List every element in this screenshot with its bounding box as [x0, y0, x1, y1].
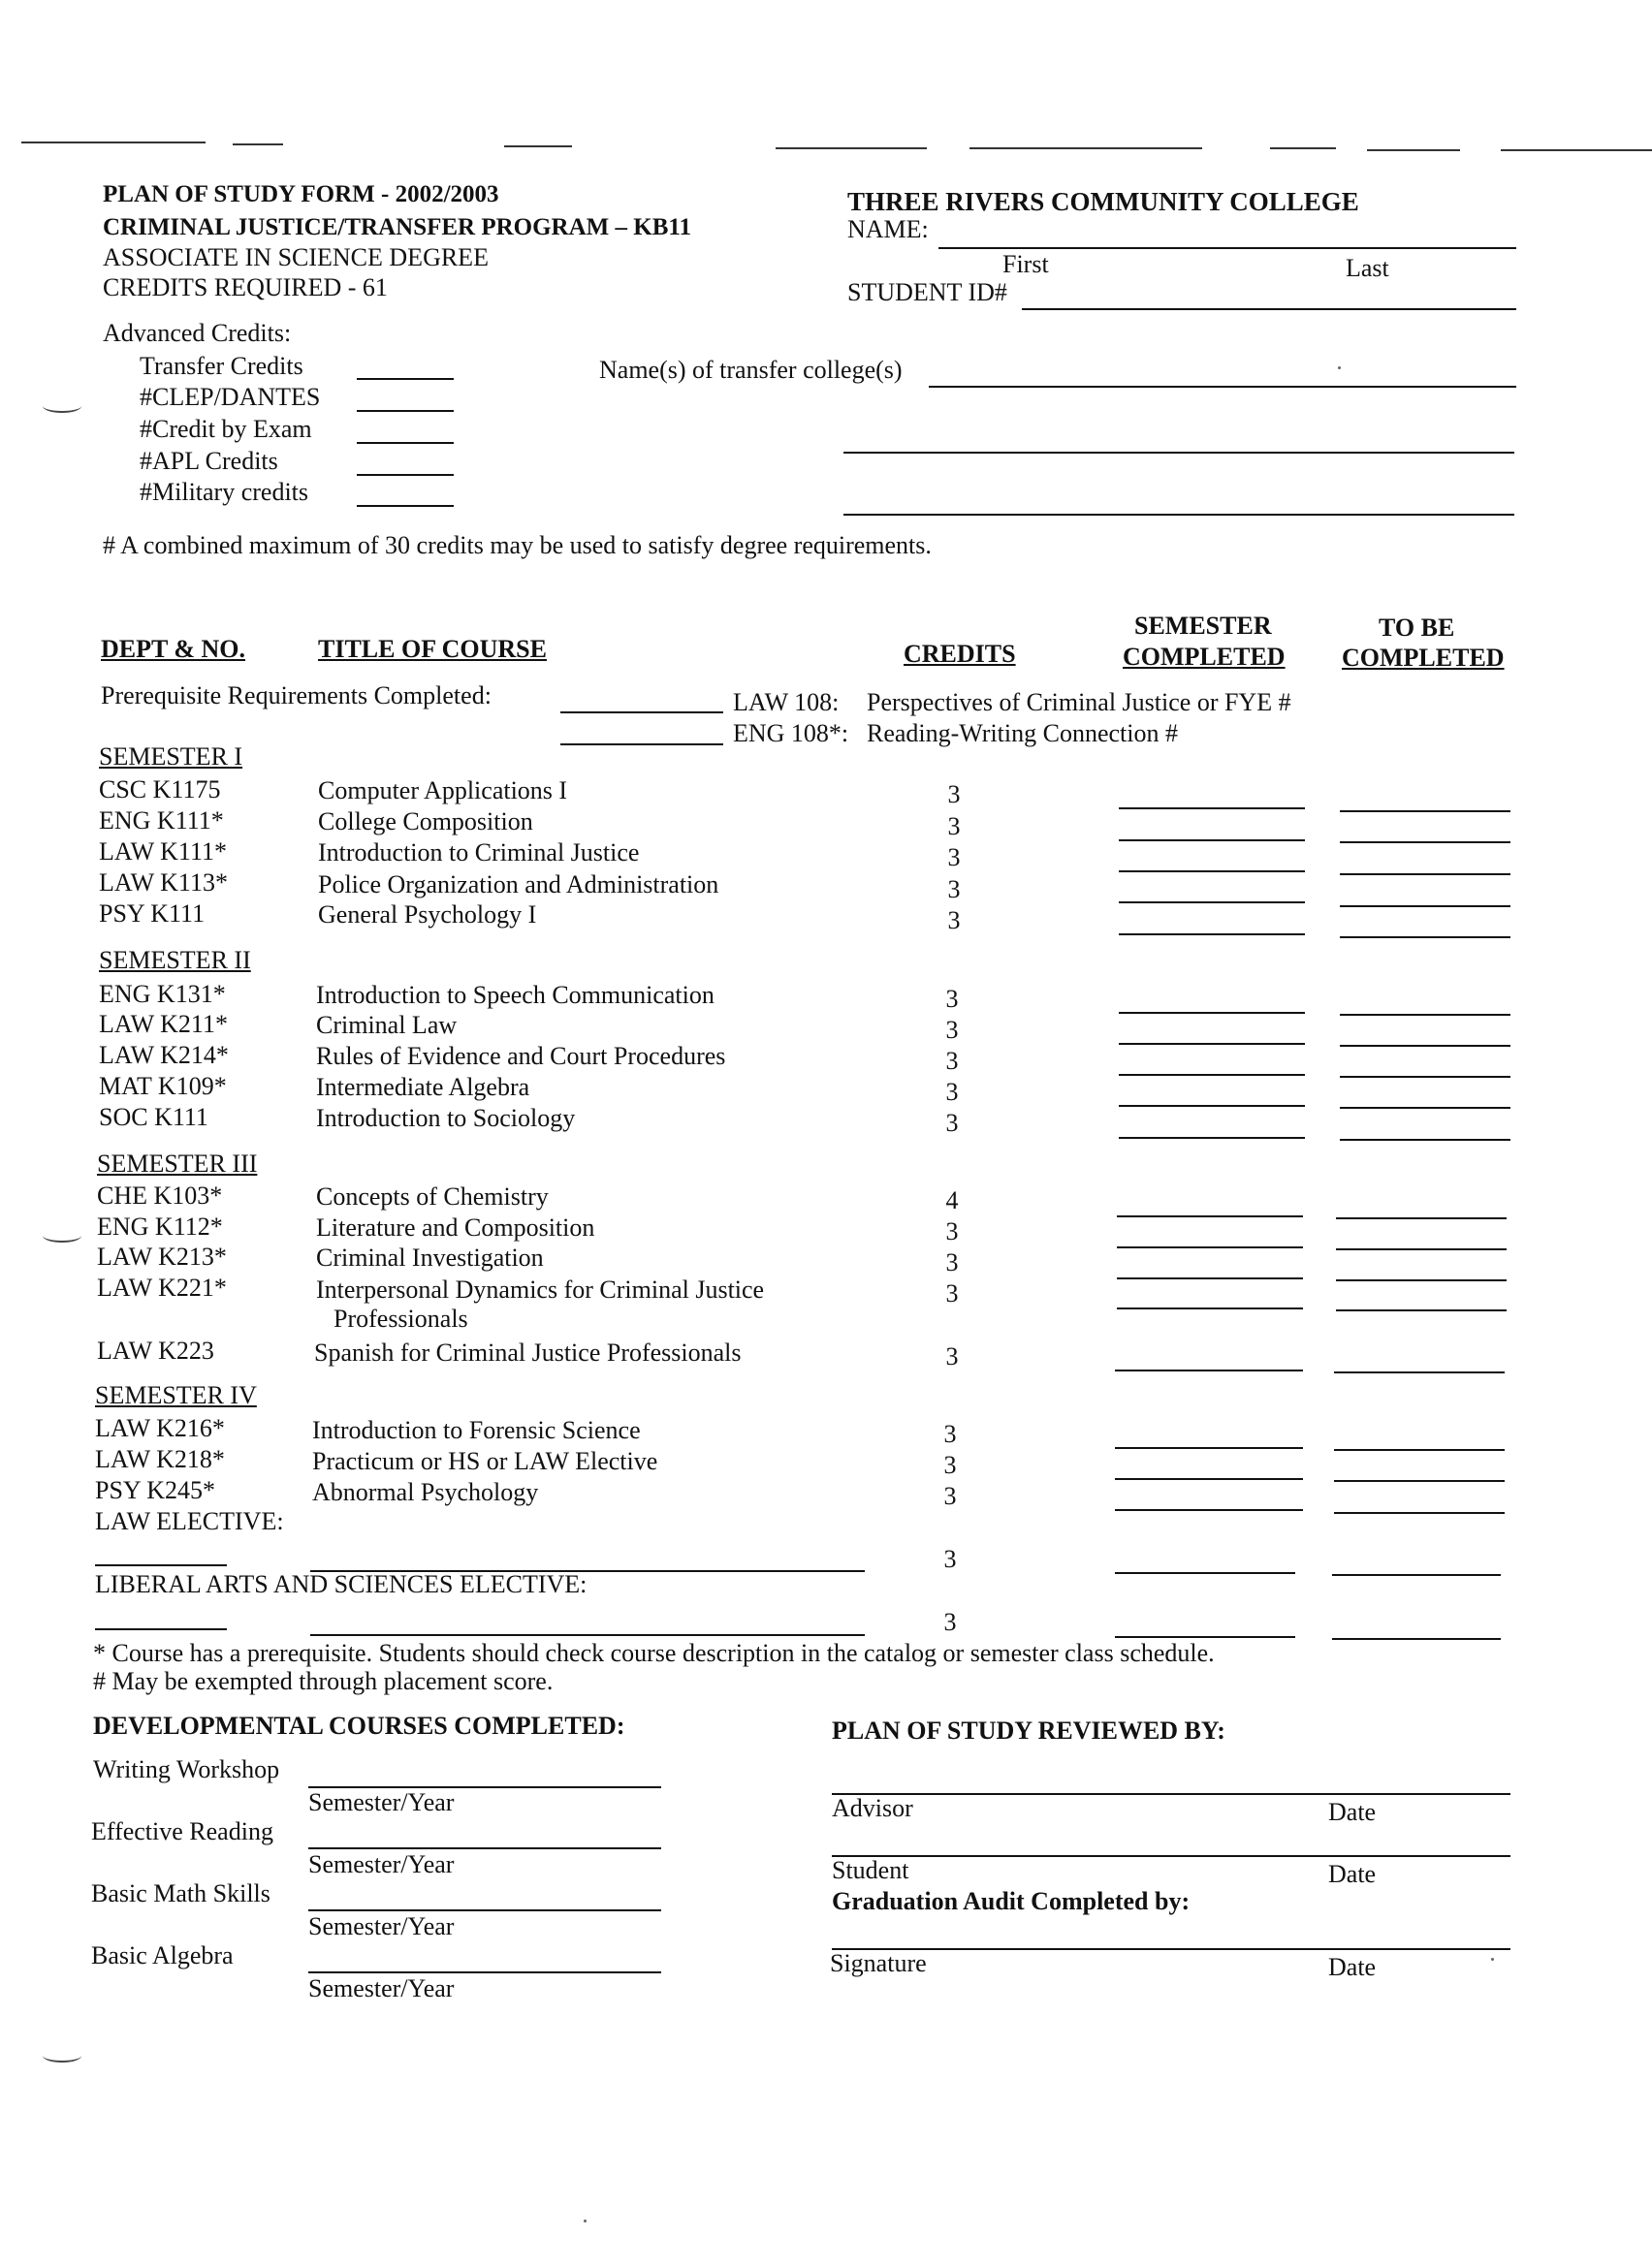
- to-be-completed-field[interactable]: [1334, 1480, 1505, 1482]
- to-be-completed-field[interactable]: [1334, 1449, 1505, 1451]
- course-title: Literature and Composition: [316, 1213, 595, 1242]
- course-code: MAT K109*: [99, 1072, 227, 1100]
- course-title: Spanish for Criminal Justice Professionals: [314, 1339, 742, 1367]
- adv-credit-label: Transfer Credits: [140, 352, 303, 380]
- effective-reading-field[interactable]: [308, 1847, 661, 1849]
- course-code: ENG K131*: [99, 980, 226, 1008]
- adv-credit-label: #CLEP/DANTES: [140, 383, 321, 411]
- to-be-completed-field[interactable]: [1336, 1217, 1507, 1219]
- col-tobe-2: COMPLETED: [1342, 644, 1505, 672]
- transfer-college-field[interactable]: [929, 386, 1516, 388]
- semester-completed-field[interactable]: [1119, 1043, 1305, 1045]
- date-label: Date: [1328, 1953, 1377, 1981]
- course-code: LAW K223: [97, 1337, 214, 1365]
- scan-speck: [1491, 1958, 1494, 1961]
- course-credits: 3: [947, 875, 961, 903]
- scan-speck: [1338, 366, 1341, 369]
- course-credits: 3: [945, 985, 959, 1013]
- semester-completed-field[interactable]: [1117, 1277, 1303, 1279]
- date-label: Date: [1328, 1798, 1377, 1826]
- date-label: Date: [1328, 1860, 1377, 1888]
- course-credits: 3: [947, 906, 961, 934]
- transfer-college-label: Name(s) of transfer college(s): [599, 356, 903, 384]
- combined-max-note: # A combined maximum of 30 credits may be used to satisfy degree requirements.: [103, 531, 932, 559]
- semester-heading: SEMESTER I: [99, 742, 243, 771]
- course-title: College Composition: [318, 807, 533, 835]
- advanced-credits-title: Advanced Credits:: [103, 319, 292, 347]
- to-be-completed-field[interactable]: [1336, 1248, 1507, 1250]
- course-title: Introduction to Sociology: [316, 1104, 576, 1132]
- student-label: Student: [832, 1856, 909, 1884]
- course-code: LAW K213*: [97, 1243, 227, 1271]
- semester-completed-field[interactable]: [1119, 1105, 1305, 1107]
- col-semester-2: COMPLETED: [1123, 643, 1286, 671]
- transfer-college-field[interactable]: [843, 514, 1514, 516]
- name-label: NAME:: [847, 215, 929, 243]
- scan-speck: [584, 2220, 587, 2222]
- name-field[interactable]: [938, 247, 1516, 249]
- course-credits: 3: [947, 780, 961, 808]
- law-elective-label: LAW ELECTIVE:: [95, 1507, 284, 1535]
- to-be-completed-field[interactable]: [1332, 1574, 1501, 1576]
- transfer-credits-field[interactable]: [357, 378, 454, 380]
- col-semester-1: SEMESTER: [1134, 612, 1272, 640]
- course-title: Rules of Evidence and Court Procedures: [316, 1042, 726, 1070]
- col-credits: CREDITS: [904, 640, 1016, 668]
- to-be-completed-field[interactable]: [1336, 1279, 1507, 1281]
- course-title: Intermediate Algebra: [316, 1073, 530, 1101]
- semester-completed-field[interactable]: [1115, 1636, 1295, 1638]
- law-elective-code-field[interactable]: [95, 1564, 227, 1566]
- to-be-completed-field[interactable]: [1340, 905, 1510, 907]
- semester-completed-field[interactable]: [1115, 1509, 1303, 1511]
- military-credits-field[interactable]: [357, 505, 454, 507]
- advisor-signature-field[interactable]: [832, 1793, 1510, 1795]
- advisor-label: Advisor: [832, 1794, 913, 1822]
- course-title: Introduction to Forensic Science: [312, 1416, 641, 1444]
- semester-heading: SEMESTER III: [97, 1150, 258, 1178]
- to-be-completed-field[interactable]: [1340, 1014, 1510, 1016]
- course-credits: 3: [945, 1248, 959, 1276]
- semester-year-label: Semester/Year: [308, 1850, 455, 1878]
- college-name: THREE RIVERS COMMUNITY COLLEGE: [847, 187, 1359, 216]
- course-code: LAW K113*: [99, 868, 228, 897]
- course-credits: 3: [945, 1047, 959, 1075]
- prereq-title: Perspectives of Criminal Justice or FYE #: [867, 688, 1291, 716]
- semester-completed-field[interactable]: [1119, 1012, 1305, 1014]
- course-code: LAW K111*: [99, 837, 227, 866]
- scan-mark: [43, 1229, 81, 1243]
- to-be-completed-field[interactable]: [1334, 1371, 1505, 1373]
- course-code: PSY K111: [99, 899, 206, 928]
- first-label: First: [1002, 250, 1049, 278]
- law-elective-credits: 3: [943, 1545, 957, 1573]
- developmental-item: Basic Math Skills: [91, 1879, 270, 1907]
- semester-year-label: Semester/Year: [308, 1788, 455, 1816]
- form-title: PLAN OF STUDY FORM - 2002/2003: [103, 181, 499, 207]
- course-credits: 3: [943, 1482, 957, 1510]
- to-be-completed-field[interactable]: [1340, 841, 1510, 843]
- clep-field[interactable]: [357, 410, 454, 412]
- adv-credit-label: #Military credits: [140, 478, 309, 506]
- last-label: Last: [1346, 254, 1389, 282]
- prereq-label: Prerequisite Requirements Completed:: [101, 681, 492, 709]
- degree: ASSOCIATE IN SCIENCE DEGREE: [103, 243, 489, 271]
- course-credits: 3: [943, 1420, 957, 1448]
- credits-required: CREDITS REQUIRED - 61: [103, 273, 388, 301]
- graduation-audit-title: Graduation Audit Completed by:: [832, 1887, 1191, 1915]
- semester-completed-field[interactable]: [1119, 1074, 1305, 1076]
- semester-completed-field[interactable]: [1115, 1370, 1303, 1371]
- credit-by-exam-field[interactable]: [357, 442, 454, 444]
- to-be-completed-field[interactable]: [1334, 1512, 1505, 1514]
- semester-completed-field[interactable]: [1119, 1137, 1305, 1139]
- footnote-prerequisite: * Course has a prerequisite. Students should check course description in the catalog or semester class schedule.: [93, 1639, 1215, 1667]
- to-be-completed-field[interactable]: [1340, 1107, 1510, 1109]
- course-title: Concepts of Chemistry: [316, 1182, 549, 1211]
- developmental-item: Writing Workshop: [93, 1755, 280, 1783]
- semester-completed-field[interactable]: [1115, 1478, 1303, 1480]
- footnote-placement: # May be exempted through placement score.: [93, 1667, 554, 1695]
- course-credits: 3: [947, 812, 961, 840]
- student-id-field[interactable]: [1022, 308, 1516, 310]
- course-code: LAW K211*: [99, 1010, 228, 1038]
- course-credits: 3: [945, 1279, 959, 1307]
- course-title: Computer Applications I: [318, 776, 568, 804]
- course-title: Introduction to Criminal Justice: [318, 838, 640, 866]
- developmental-item: Effective Reading: [91, 1817, 273, 1845]
- semester-heading: SEMESTER II: [99, 946, 251, 974]
- las-elective-credits: 3: [943, 1608, 957, 1636]
- prereq-code: LAW 108:: [733, 688, 840, 716]
- course-title: Criminal Law: [316, 1011, 458, 1039]
- basic-math-field[interactable]: [308, 1909, 661, 1911]
- course-credits: 4: [945, 1186, 959, 1214]
- course-credits: 3: [945, 1109, 959, 1137]
- semester-completed-field[interactable]: [1117, 1246, 1303, 1248]
- developmental-item: Basic Algebra: [91, 1941, 234, 1969]
- course-title: Interpersonal Dynamics for Criminal Justice: [316, 1276, 765, 1304]
- student-id-label: STUDENT ID#: [847, 278, 1007, 306]
- course-code: ENG K111*: [99, 806, 224, 835]
- course-title: Practicum or HS or LAW Elective: [312, 1447, 658, 1475]
- course-code: LAW K221*: [97, 1274, 227, 1302]
- course-code: PSY K245*: [95, 1476, 216, 1504]
- to-be-completed-field[interactable]: [1332, 1638, 1501, 1640]
- course-credits: 3: [945, 1342, 959, 1370]
- course-code: SOC K111: [99, 1103, 208, 1131]
- las-elective-label: LIBERAL ARTS AND SCIENCES ELECTIVE:: [95, 1570, 588, 1598]
- course-credits: 3: [943, 1451, 957, 1479]
- to-be-completed-field[interactable]: [1340, 1076, 1510, 1078]
- semester-completed-field[interactable]: [1119, 839, 1305, 841]
- to-be-completed-field[interactable]: [1340, 873, 1510, 875]
- semester-completed-field[interactable]: [1119, 807, 1305, 809]
- semester-heading: SEMESTER IV: [95, 1381, 257, 1409]
- course-title: Introduction to Speech Communication: [316, 981, 715, 1009]
- scan-mark: [43, 2049, 81, 2063]
- to-be-completed-field[interactable]: [1340, 810, 1510, 812]
- col-title: TITLE OF COURSE: [318, 635, 547, 663]
- las-elective-title-field[interactable]: [310, 1634, 865, 1636]
- to-be-completed-field[interactable]: [1340, 1045, 1510, 1047]
- developmental-title: DEVELOPMENTAL COURSES COMPLETED:: [93, 1712, 625, 1740]
- prereq-field[interactable]: [560, 711, 723, 713]
- course-title: Criminal Investigation: [316, 1244, 544, 1272]
- review-title: PLAN OF STUDY REVIEWED BY:: [832, 1717, 1225, 1745]
- to-be-completed-field[interactable]: [1340, 936, 1510, 938]
- program-title: CRIMINAL JUSTICE/TRANSFER PROGRAM – KB11: [103, 214, 692, 240]
- course-code: LAW K218*: [95, 1445, 225, 1473]
- semester-completed-field[interactable]: [1119, 901, 1305, 903]
- course-title: Abnormal Psychology: [312, 1478, 539, 1506]
- course-code: LAW K214*: [99, 1041, 229, 1069]
- course-code: CHE K103*: [97, 1181, 223, 1210]
- transfer-college-field[interactable]: [843, 452, 1514, 454]
- semester-completed-field[interactable]: [1115, 1447, 1303, 1449]
- prereq-field[interactable]: [560, 743, 723, 745]
- basic-algebra-field[interactable]: [308, 1971, 661, 1973]
- semester-completed-field[interactable]: [1117, 1215, 1303, 1217]
- semester-year-label: Semester/Year: [308, 1912, 455, 1940]
- signature-label: Signature: [830, 1949, 927, 1977]
- course-code: CSC K1175: [99, 775, 221, 803]
- col-dept: DEPT & NO.: [101, 635, 246, 663]
- course-code: LAW K216*: [95, 1414, 225, 1442]
- course-credits: 3: [945, 1016, 959, 1044]
- apl-credits-field[interactable]: [357, 474, 454, 476]
- semester-completed-field[interactable]: [1119, 870, 1305, 872]
- course-title: Police Organization and Administration: [318, 870, 719, 898]
- course-credits: 3: [947, 843, 961, 871]
- course-title: General Psychology I: [318, 900, 537, 929]
- col-tobe-1: TO BE: [1379, 614, 1455, 642]
- prereq-code: ENG 108*:: [733, 719, 849, 747]
- audit-signature-field[interactable]: [832, 1948, 1510, 1950]
- semester-completed-field[interactable]: [1115, 1572, 1295, 1574]
- course-code: ENG K112*: [97, 1213, 223, 1241]
- adv-credit-label: #Credit by Exam: [140, 415, 312, 443]
- semester-completed-field[interactable]: [1119, 933, 1305, 935]
- to-be-completed-field[interactable]: [1336, 1309, 1507, 1311]
- scan-mark: [43, 399, 81, 413]
- semester-completed-field[interactable]: [1117, 1307, 1303, 1309]
- to-be-completed-field[interactable]: [1340, 1139, 1510, 1141]
- course-credits: 3: [945, 1217, 959, 1245]
- las-elective-code-field[interactable]: [95, 1628, 227, 1630]
- course-title-continued: Professionals: [334, 1305, 468, 1333]
- course-credits: 3: [945, 1078, 959, 1106]
- student-signature-field[interactable]: [832, 1855, 1510, 1857]
- prereq-title: Reading-Writing Connection #: [867, 719, 1179, 747]
- semester-year-label: Semester/Year: [308, 1974, 455, 2002]
- adv-credit-label: #APL Credits: [140, 447, 278, 475]
